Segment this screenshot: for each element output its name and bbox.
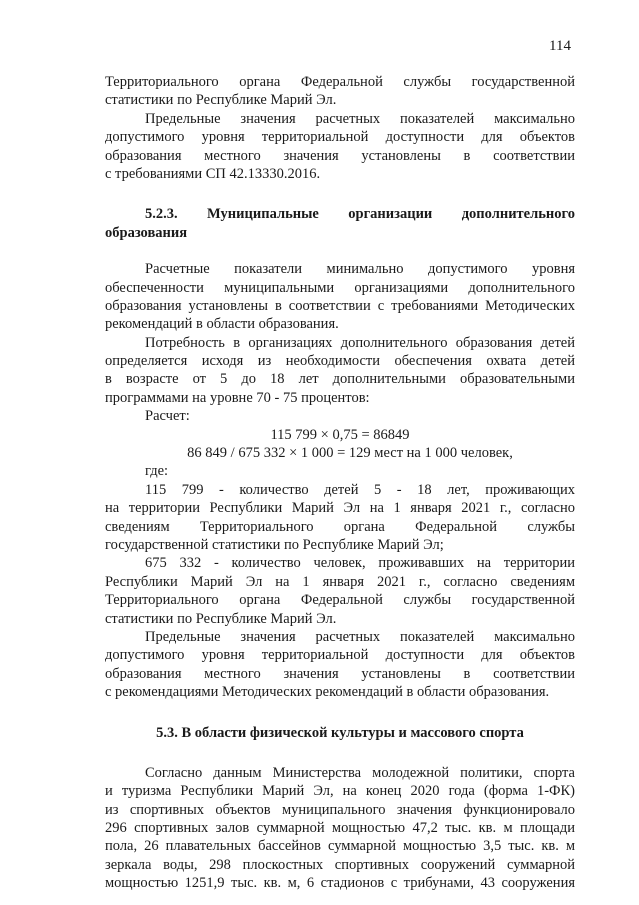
text-line: где: [145,463,169,480]
text-line: обеспеченности муниципальными организациями дополнительного [105,279,575,296]
text-line: Предельные значения расчетных показателей максимально [145,110,575,127]
text-line: мощностью 1251,9 тыс. кв. м, 6 стадионов с трибунами, 43 сооружения [105,875,575,892]
text-line: из спортивных объектов муниципального значения функционировало [105,801,575,818]
text-line: допустимого уровня территориальной доступности для объектов [105,647,575,664]
text-line: Территориального органа Федеральной службы государственной [105,74,575,90]
text-line: рекомендаций в области образования. [105,316,339,333]
text-line: статистики по Республике Марий Эл. [105,92,337,109]
text-line: образования установлены в соответствии с требованиями Методических [105,297,575,314]
text-line: программами на уровне 70 - 75 процентов: [105,389,370,406]
text-line: образования местного значения установлены в соответствии [105,665,575,682]
text-line: допустимого уровня территориальной доступности для объектов [105,129,575,146]
text-line: статистики по Республике Марий Эл. [105,610,337,627]
text-line: в возрасте от 5 до 18 лет дополнительными образовательными [105,371,575,388]
text-line: сведениям Территориального органа Федеральной службы [105,518,575,535]
text-line: 296 спортивных залов суммарной мощностью 47,2 тыс. кв. м площади [105,820,575,837]
section-heading: 5.3. В области физической культуры и массового спорта [156,724,524,741]
text-line: Предельные значения расчетных показателей максимально [145,628,575,645]
text-line: Потребность в организациях дополнительного образования детей [145,334,575,351]
text-line: Территориального органа Федеральной службы государственной [105,592,575,609]
text-line: Расчетные показатели минимально допустимого уровня [145,261,575,278]
text-line: с требованиями СП 42.13330.2016. [105,165,321,182]
section-heading: образования [105,224,188,241]
text-line: и туризма Республики Марий Эл, на конец 2020 года (форма 1-ФК) [105,783,575,800]
text-line: 115 799 - количество детей 5 - 18 лет, проживающих [145,481,575,498]
text-line: зеркала воды, 298 плоскостных спортивных сооружений суммарной [105,856,575,873]
formula-line: 86 849 / 675 332 × 1 000 = 129 мест на 1 000 человек, [187,445,513,462]
text-line: определяется исходя из необходимости обеспечения охвата детей [105,353,575,370]
text-line: Расчет: [145,408,190,425]
section-heading: 5.2.3. Муниципальные организации дополнительного [145,206,575,223]
text-line: на территории Республики Марий Эл на 1 января 2021 г., согласно [105,500,575,517]
text-line: государственной статистики по Республике Марий Эл; [105,536,444,553]
text-line: Согласно данным Министерства молодежной политики, спорта [145,764,575,781]
text-line: образования местного значения установлены в соответствии [105,147,575,164]
text-line: Республики Марий Эл на 1 января 2021 г., согласно сведениям [105,573,575,590]
text-line: 675 332 - количество человек, проживавших на территории [145,555,575,572]
document-body [105,73,575,893]
page-number: 114 [549,38,571,54]
formula-line: 115 799 × 0,75 = 86849 [270,426,410,443]
text-line: с рекомендациями Методических рекомендаций в области образования. [105,684,550,701]
text-line: пола, 26 плавательных бассейнов суммарной мощностью 3,5 тыс. кв. м [105,838,575,855]
